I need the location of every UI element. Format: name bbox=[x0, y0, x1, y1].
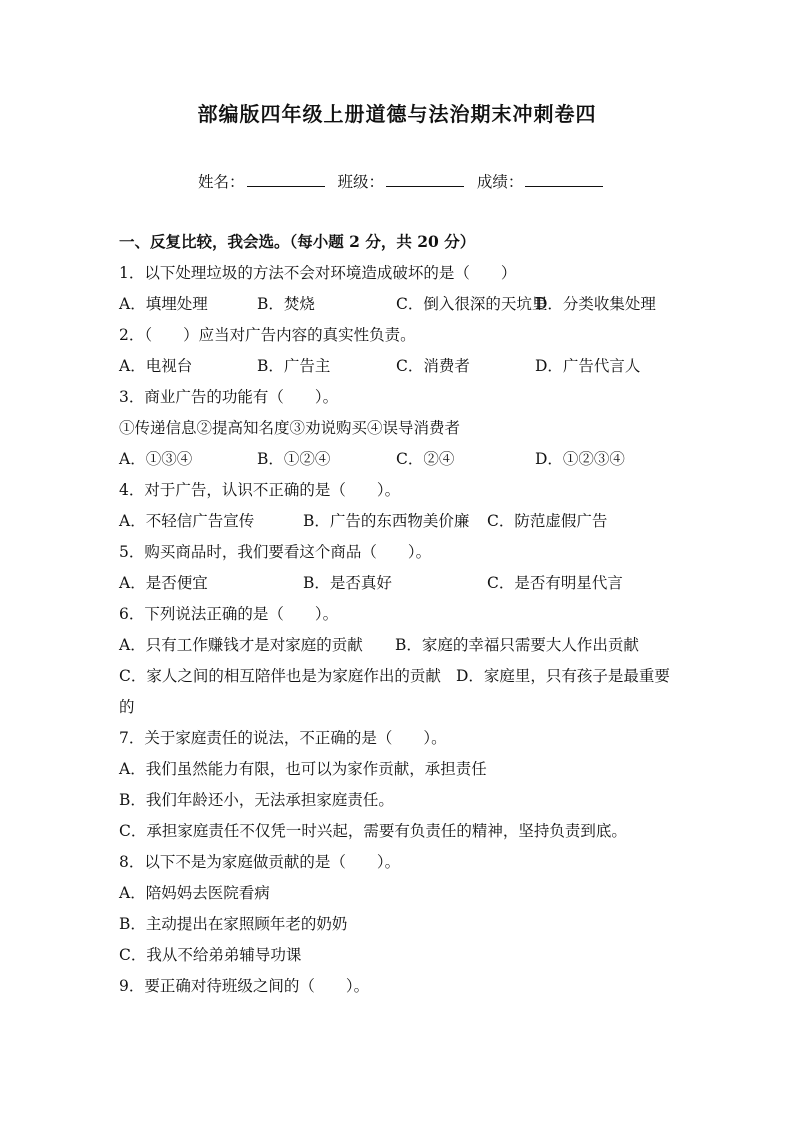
q4-stem: 4．对于广告，认识不正确的是（ ）。 bbox=[119, 481, 401, 499]
q1-option-b: B．焚烧 bbox=[257, 295, 315, 313]
q1-stem: 1．以下处理垃圾的方法不会对环境造成破坏的是（ ） bbox=[119, 264, 517, 282]
q2-stem: 2．（ ）应当对广告内容的真实性负责。 bbox=[119, 326, 416, 344]
q6-options-row2 bbox=[119, 666, 699, 686]
q2-option-a: A．电视台 bbox=[119, 357, 193, 375]
q2-option-d: D．广告代言人 bbox=[535, 357, 641, 375]
q1-option-d: D．分类收集处理 bbox=[535, 295, 656, 313]
section-heading: 一、反复比较，我会选。（每小题 2 分，共 20 分） bbox=[119, 232, 476, 251]
q3-items: ①传递信息②提高知名度③劝说购买④误导消费者 bbox=[119, 419, 461, 437]
q5-option-a: A．是否便宜 bbox=[119, 574, 208, 592]
q7-option-c: C．承担家庭责任不仅凭一时兴起，需要有负责任的精神，坚持负责到底。 bbox=[119, 822, 627, 840]
q1-option-c: C．倒入很深的天坑里 bbox=[396, 295, 548, 313]
student-info-row bbox=[198, 170, 611, 192]
q3-options bbox=[119, 449, 699, 469]
name-blank bbox=[247, 170, 325, 187]
page-title: 部编版四年级上册道德与法治期末冲刺卷四 bbox=[197, 102, 597, 126]
q3-option-d: D．①②③④ bbox=[535, 450, 625, 468]
q6-option-d: D．家庭里，只有孩子是最重要 bbox=[456, 667, 670, 685]
class-blank bbox=[386, 170, 464, 187]
q2-option-c: C．消费者 bbox=[396, 357, 470, 375]
score-blank bbox=[525, 170, 603, 187]
q5-option-c: C．是否有明星代言 bbox=[487, 574, 623, 592]
q3-stem: 3．商业广告的功能有（ ）。 bbox=[119, 388, 339, 406]
q3-option-b: B．①②④ bbox=[257, 450, 331, 468]
q4-option-c: C．防范虚假广告 bbox=[487, 512, 608, 530]
q3-option-c: C．②④ bbox=[396, 450, 455, 468]
q6-option-d-continuation: 的 bbox=[119, 698, 135, 716]
score-label: 成绩： bbox=[476, 173, 524, 191]
name-label: 姓名： bbox=[198, 173, 245, 191]
q6-option-b: B．家庭的幸福只需要大人作出贡献 bbox=[395, 636, 639, 654]
q6-option-c: C．家人之间的相互陪伴也是为家庭作出的贡献 bbox=[119, 667, 441, 685]
q5-options bbox=[119, 573, 699, 593]
q8-option-c: C．我从不给弟弟辅导功课 bbox=[119, 946, 302, 964]
class-field bbox=[337, 170, 464, 192]
q6-options-row1 bbox=[119, 635, 699, 655]
q3-option-a: A．①③④ bbox=[119, 450, 193, 468]
q4-options bbox=[119, 511, 699, 531]
q7-option-a: A．我们虽然能力有限，也可以为家作贡献，承担责任 bbox=[119, 760, 487, 778]
q7-stem: 7．关于家庭责任的说法，不正确的是（ ）。 bbox=[119, 729, 447, 747]
q8-option-b: B．主动提出在家照顾年老的奶奶 bbox=[119, 915, 348, 933]
q1-option-a: A．填埋处理 bbox=[119, 295, 208, 313]
q4-option-a: A．不轻信广告宣传 bbox=[119, 512, 255, 530]
q4-option-b: B．广告的东西物美价廉 bbox=[303, 512, 470, 530]
q2-option-b: B．广告主 bbox=[257, 357, 331, 375]
q7-option-b: B．我们年龄还小，无法承担家庭责任。 bbox=[119, 791, 394, 809]
q9-stem: 9．要正确对待班级之间的（ ）。 bbox=[119, 977, 370, 995]
q6-stem: 6．下列说法正确的是（ ）。 bbox=[119, 605, 339, 623]
class-label: 班级： bbox=[337, 173, 384, 191]
score-field bbox=[477, 170, 604, 192]
q5-stem: 5．购买商品时，我们要看这个商品（ ）。 bbox=[119, 543, 432, 561]
name-field bbox=[198, 170, 325, 192]
q6-option-a: A．只有工作赚钱才是对家庭的贡献 bbox=[119, 636, 363, 654]
q8-stem: 8．以下不是为家庭做贡献的是（ ）。 bbox=[119, 853, 401, 871]
q8-option-a: A．陪妈妈去医院看病 bbox=[119, 884, 270, 902]
q2-options bbox=[119, 356, 699, 376]
q5-option-b: B．是否真好 bbox=[303, 574, 392, 592]
q1-options bbox=[119, 294, 699, 314]
